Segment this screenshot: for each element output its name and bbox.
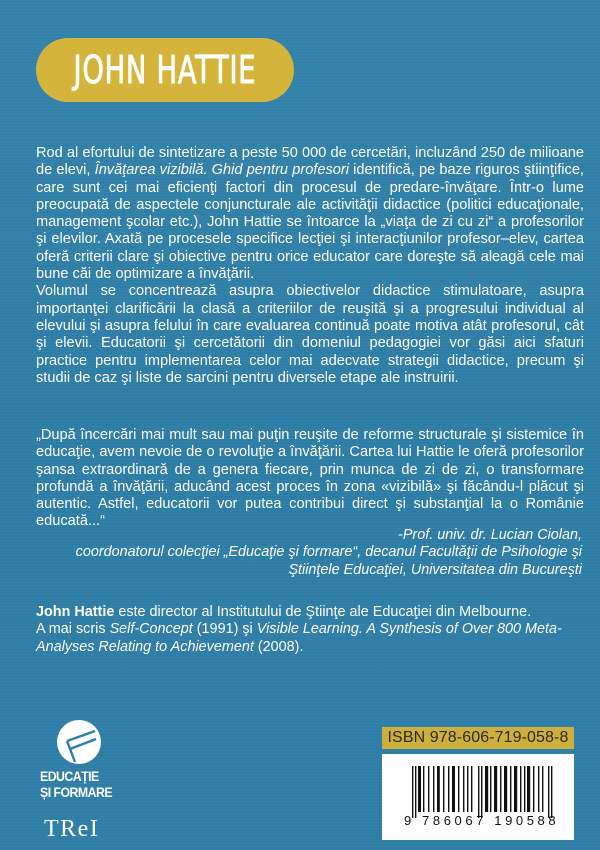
- isbn-label: ISBN 978-606-719-058-8: [382, 727, 574, 749]
- description-paragraph-2: Volumul se concentrează asupra obiectivelor didactice stimulatoare, asupra importanţei clarificării la clasă a criteriilor de reuşită şi a progresului individual al elevului şi asupra felului în care evaluarea continuă poate motiva atât profesorul, cât şi elevii. Educatorii şi cercetătorii din domeniul pedagogiei vor găsi aici sfaturi practice pentru implementarea celor mai adecvate strategii didactice, precum şi studii de caz şi liste de sarcini pentru diversele etape ale instruirii.: [36, 283, 584, 386]
- book-description: [36, 145, 584, 387]
- series-name: EDUCAȚIE ȘI FORMARE: [40, 768, 113, 800]
- series-flag-circle-icon: [57, 720, 101, 764]
- book-self-concept: Self-Concept: [109, 621, 193, 638]
- author-name: John Hattie: [36, 604, 115, 620]
- barcode-bars-icon: [412, 766, 554, 818]
- book-title-italic: Învăţarea vizibilă. Ghid pentru profesori: [94, 162, 349, 179]
- attribution-role: coordonatorul colecţiei „Educaţie şi formare“, decanul Facultăţii de Psihologie şi: [75, 544, 582, 561]
- quote-attribution: [36, 527, 582, 579]
- attribution-name: -Prof. univ. dr. Lucian Ciolan,: [398, 527, 582, 543]
- barcode: [382, 754, 574, 840]
- author-title: JOHN HATTIE: [73, 48, 257, 92]
- book-visible-learning: Visible Learning. A Synthesis of Over 800 Meta-Analyses Relating to Achievement: [36, 621, 562, 655]
- endorsement-quote: „După încercări mai mult sau mai puţin reuşite de reforme structurale şi sistemice în educaţie, avem nevoie de o revoluţie a învăţării. Cartea lui Hattie le oferă profesorilor şansa extraordinară de a genera fiecare, prin munca de zi de zi, o transformare profundă a învăţării, aducând acest proces în zona «vizibilă» şi făcându-l plăcut şi autentic. Astfel, educatorii vor putea contribui direct şi substanţial la o Românie educată...“: [36, 427, 584, 530]
- description-paragraph-1: Rod al efortului de sintetizare a peste 50 000 de cercetări, incluzând 250 de milioane de elevi, Învăţarea vizibilă. Ghid pentru profesori identifică, pe baze riguros ştiinţifice, care sunt cei mai eficienţi factori din procesul de predare-învăţare. Într-o lume preocupată de aspectele conjuncturale ale activităţii didactice (politici educaţionale, management şcolar etc.), John Hattie se întoarce la „viaţa de zi cu zi“ a profesorilor şi elevilor. Axată pe procesele specifice lecţiei şi interacţiunilor profesor–elev, cartea oferă criterii clare şi obiective pentru orice educator care doreşte să aleagă cele mai bune căi de optimizare a învăţării.: [36, 145, 584, 283]
- barcode-digits: 9 786067 190588: [404, 813, 560, 828]
- author-bio: John Hattie este director al Institutului de Ştiinţe ale Educaţiei din Melbourne. A mai scris Self-Concept (1991) şi Visible Learning. A Synthesis of Over 800 Meta-Analyses Relating to Achievement (2008).: [36, 604, 562, 655]
- attribution-institution: Ştiinţele Educaţiei, Universitatea din Bucureşti: [288, 561, 582, 578]
- publisher-logo-trei: TReI: [44, 816, 100, 842]
- author-title-badge: [36, 38, 294, 102]
